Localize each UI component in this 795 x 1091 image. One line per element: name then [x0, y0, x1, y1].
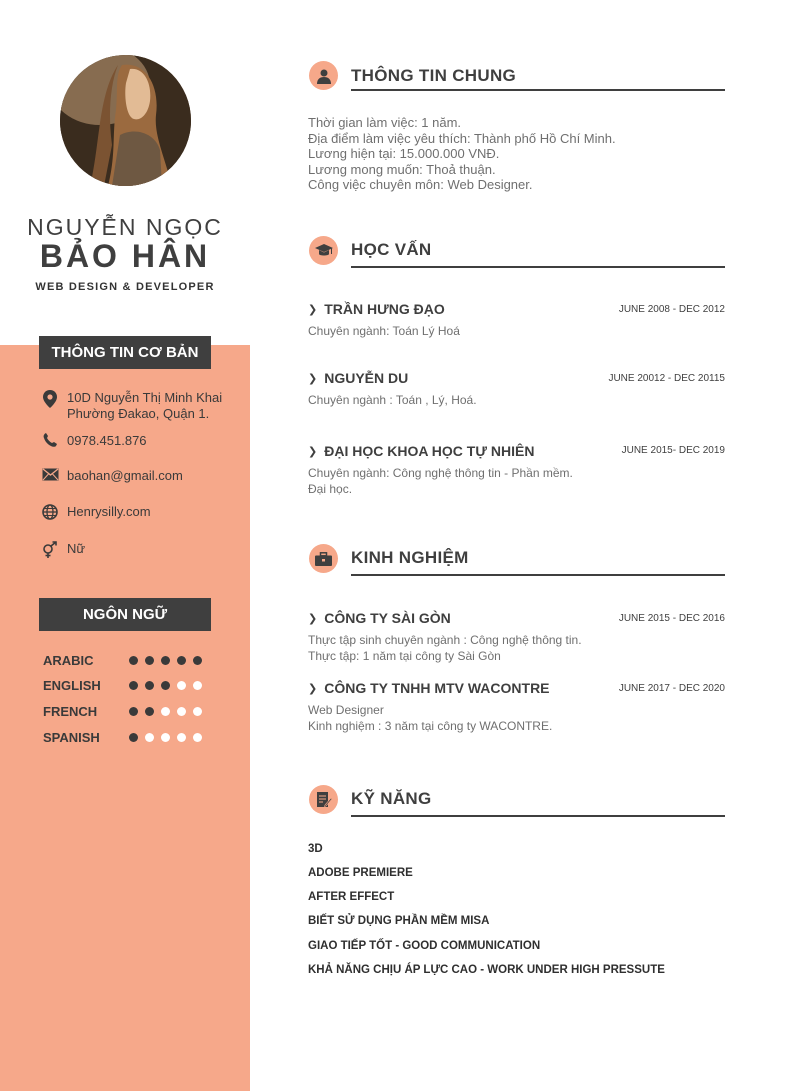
rating-dot	[177, 733, 186, 742]
chevron-right-icon: ❯	[308, 445, 318, 458]
language-row	[43, 730, 213, 745]
experience-date: JUNE 2017 - DEC 2020	[618, 683, 725, 694]
contact-phone	[40, 433, 147, 451]
email-text: baohan@gmail.com	[67, 468, 183, 483]
education-divider	[351, 266, 725, 268]
language-name: ARABIC	[43, 653, 94, 668]
language-name: SPANISH	[43, 730, 100, 745]
rating-dot	[161, 656, 170, 665]
general-line: Địa điểm làm việc yêu thích: Thành phố Hồ Chí Minh.	[308, 130, 616, 146]
chevron-right-icon: ❯	[308, 372, 318, 385]
education-detail: Chuyên ngành : Toán , Lý, Hoá.	[308, 393, 477, 407]
rating-dot	[177, 656, 186, 665]
general-info-title: THÔNG TIN CHUNG	[351, 66, 517, 85]
education-date: JUNE 2015- DEC 2019	[621, 445, 725, 456]
rating-dot	[145, 656, 154, 665]
general-line: Thời gian làm việc: 1 năm.	[308, 115, 462, 130]
experience-date: JUNE 2015 - DEC 2016	[618, 613, 725, 624]
briefcase-icon	[309, 544, 338, 573]
rating-dot	[177, 707, 186, 716]
address-line2: Phường Đakao, Quận 1.	[67, 406, 210, 421]
rating-dot	[161, 733, 170, 742]
experience-company: ❯ CÔNG TY SÀI GÒN	[308, 610, 451, 626]
rating-dot	[177, 681, 186, 690]
address-line1: 10D Nguyễn Thị Minh Khai	[67, 390, 223, 405]
education-school: ❯ TRẦN HƯNG ĐẠO	[308, 301, 445, 317]
map-pin-icon	[40, 390, 60, 408]
language-rating	[129, 656, 202, 665]
education-date: JUNE 20012 - DEC 20115	[608, 373, 725, 384]
general-line: Lương mong muốn: Thoả thuận.	[308, 161, 496, 177]
languages-header: NGÔN NGỮ	[39, 598, 211, 631]
contact-gender	[40, 541, 85, 559]
general-line: Công việc chuyên môn: Web Designer.	[308, 177, 533, 192]
phone-icon	[40, 433, 60, 451]
avatar	[60, 55, 191, 186]
skill-item: ADOBE PREMIERE	[308, 867, 413, 879]
rating-dot	[129, 733, 138, 742]
experience-company: ❯ CÔNG TY TNHH MTV WACONTRE	[308, 680, 550, 696]
education-title: HỌC VẤN	[351, 240, 432, 259]
rating-dot	[193, 656, 202, 665]
skill-item: BIẾT SỬ DỤNG PHẦN MỀM MISA	[308, 915, 490, 927]
chevron-right-icon: ❯	[308, 682, 318, 695]
rating-dot	[129, 707, 138, 716]
rating-dot	[193, 707, 202, 716]
education-date: JUNE 2008 - DEC 2012	[618, 304, 725, 315]
name-last: BẢO HÂN	[39, 238, 211, 274]
envelope-icon	[40, 468, 60, 486]
name-first: NGUYỄN NGỌC	[27, 214, 223, 240]
language-row	[43, 704, 213, 719]
general-line: Lương hiện tại: 15.000.000 VNĐ.	[308, 146, 500, 161]
contact-address	[40, 390, 222, 422]
user-icon	[309, 61, 338, 90]
rating-dot	[129, 656, 138, 665]
rating-dot	[193, 681, 202, 690]
globe-icon	[40, 504, 60, 522]
rating-dot	[145, 733, 154, 742]
language-row	[43, 678, 213, 693]
education-school: ❯ NGUYỄN DU	[308, 370, 409, 386]
language-rating	[129, 733, 202, 742]
skill-item: GIAO TIẾP TỐT - GOOD COMMUNICATION	[308, 940, 541, 952]
rating-dot	[145, 707, 154, 716]
education-detail: Chuyên ngành: Công nghệ thông tin - Phần mềm. Đại học.	[308, 466, 573, 496]
graduation-cap-icon	[309, 236, 338, 265]
website-text: Henrysilly.com	[67, 504, 151, 519]
rating-dot	[161, 681, 170, 690]
language-row	[43, 653, 213, 668]
experience-detail: Web Designer Kinh nghiệm : 3 năm tại công ty WACONTRE.	[308, 703, 553, 733]
contact-email	[40, 468, 183, 486]
gender-text: Nữ	[67, 541, 86, 556]
experience-title: KINH NGHIỆM	[351, 548, 469, 567]
rating-dot	[161, 707, 170, 716]
education-detail: Chuyên ngành: Toán Lý Hoá	[308, 324, 460, 338]
skill-item: AFTER EFFECT	[308, 891, 395, 903]
contact-website	[40, 504, 151, 522]
skill-item: KHẢ NĂNG CHỊU ÁP LỰC CAO - WORK UNDER HIGH PRESSUTE	[308, 964, 665, 976]
skills-divider	[351, 815, 725, 817]
phone-text: 0978.451.876	[67, 433, 147, 448]
basic-info-header: THÔNG TIN CƠ BẢN	[39, 336, 211, 369]
education-school: ❯ ĐẠI HỌC KHOA HỌC TỰ NHIÊN	[308, 443, 535, 459]
general-info-text	[308, 115, 616, 193]
experience-detail: Thực tập sinh chuyên ngành : Công nghệ thông tin. Thực tập: 1 năm tại công ty Sài Gòn	[308, 633, 582, 663]
language-rating	[129, 681, 202, 690]
general-info-divider	[351, 89, 725, 91]
chevron-right-icon: ❯	[308, 303, 318, 316]
experience-divider	[351, 574, 725, 576]
language-rating	[129, 707, 202, 716]
rating-dot	[129, 681, 138, 690]
rating-dot	[145, 681, 154, 690]
rating-dot	[193, 733, 202, 742]
job-title: WEB DESIGN & DEVELOPER	[35, 281, 215, 293]
chevron-right-icon: ❯	[308, 612, 318, 625]
language-name: ENGLISH	[43, 678, 101, 693]
skill-item: 3D	[308, 843, 323, 855]
language-name: FRENCH	[43, 704, 98, 719]
gender-icon	[40, 541, 60, 559]
document-edit-icon	[309, 785, 338, 814]
skills-title: KỸ NĂNG	[351, 789, 432, 808]
